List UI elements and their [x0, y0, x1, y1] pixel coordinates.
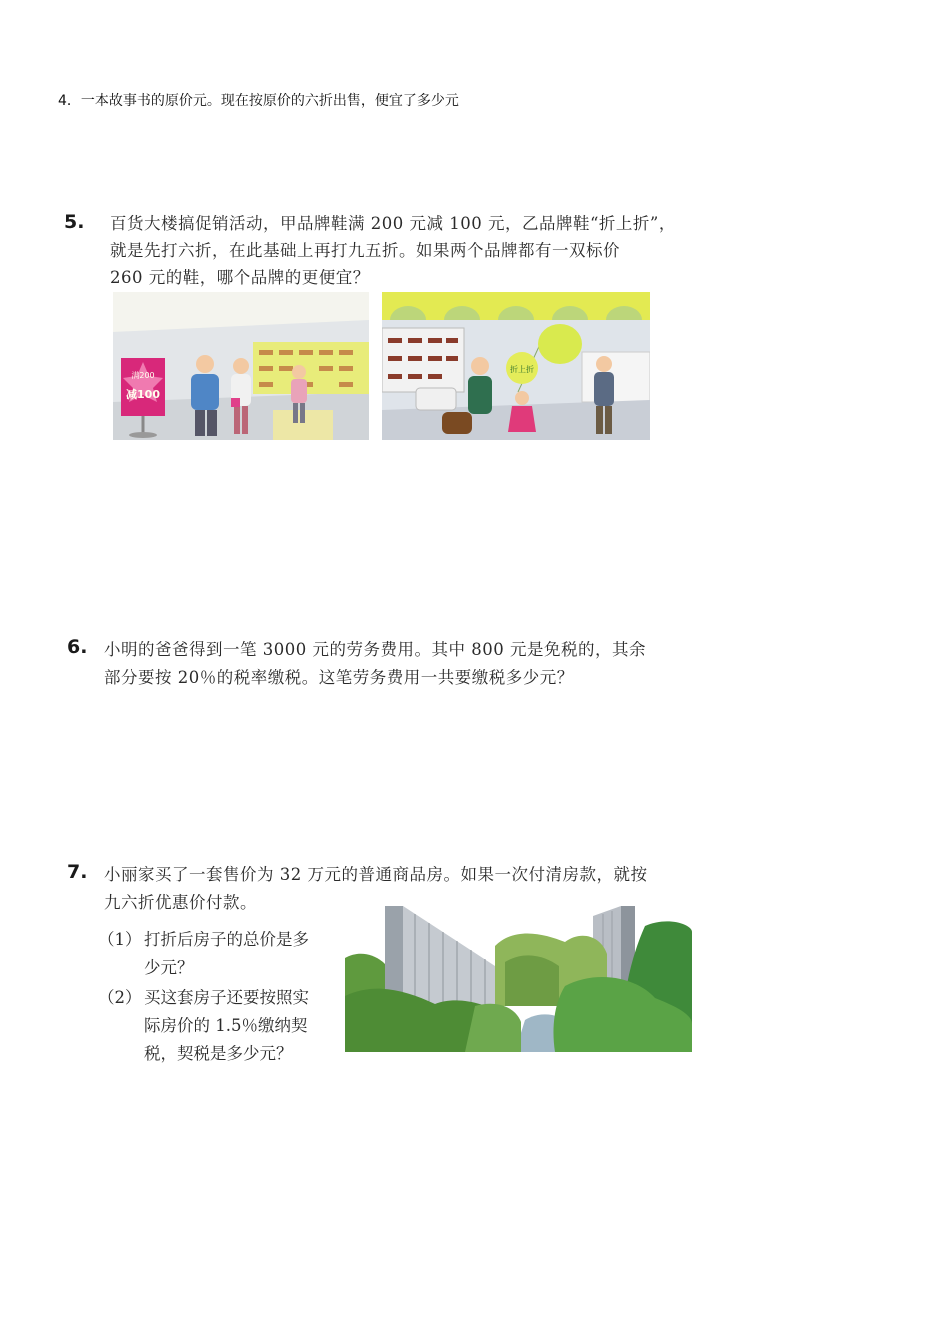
- subquestion-2-line-1: 买这套房子还要按照实: [144, 988, 309, 1007]
- question-6-number: 6.: [67, 636, 88, 658]
- shoe-store-a-illustration: [113, 292, 369, 440]
- subquestion-1-label: （1）: [98, 930, 142, 949]
- question-7-line-1: 小丽家买了一套售价为 32 万元的普通商品房。如果一次付清房款，就按: [104, 865, 648, 884]
- question-7-number: 7.: [67, 861, 88, 883]
- question-6-line-2: 部分要按 20％的税率缴税。这笔劳务费用一共要缴税多少元？: [104, 668, 574, 687]
- question-5-line-2: 就是先打六折，在此基础上再打九五折。如果两个品牌都有一双标价: [110, 241, 620, 260]
- subquestion-2-line-3: 税，契税是多少元？: [144, 1044, 293, 1063]
- sign-text-top: 满200: [131, 371, 155, 380]
- question-6-line-1: 小明的爸爸得到一笔 3000 元的劳务费用。其中 800 元是免税的，其余: [104, 640, 646, 659]
- question-5-number: 5.: [64, 211, 85, 233]
- sign-text-bottom: 减100: [126, 388, 160, 401]
- subquestion-1-line-1: 打折后房子的总价是多: [144, 930, 309, 949]
- residential-buildings-illustration: [345, 906, 692, 1052]
- question-5-line-1: 百货大楼搞促销活动，甲品牌鞋满 200 元减 100 元，乙品牌鞋“折上折”，: [110, 214, 676, 233]
- question-5-line-3: 260 元的鞋，哪个品牌的更便宜？: [110, 268, 370, 287]
- subquestion-2-line-2: 际房价的 1.5％缴纳契: [144, 1016, 308, 1035]
- shoe-store-b-illustration: [382, 292, 650, 440]
- subquestion-1-line-2: 少元？: [144, 958, 194, 977]
- question-7-line-2: 九六折优惠价付款。: [104, 893, 257, 912]
- subquestion-2-label: （2）: [98, 988, 142, 1007]
- balloon-text: 折上折: [510, 365, 534, 374]
- question-4-text: 4．一本故事书的原价元。现在按原价的六折出售，便宜了多少元: [58, 93, 459, 109]
